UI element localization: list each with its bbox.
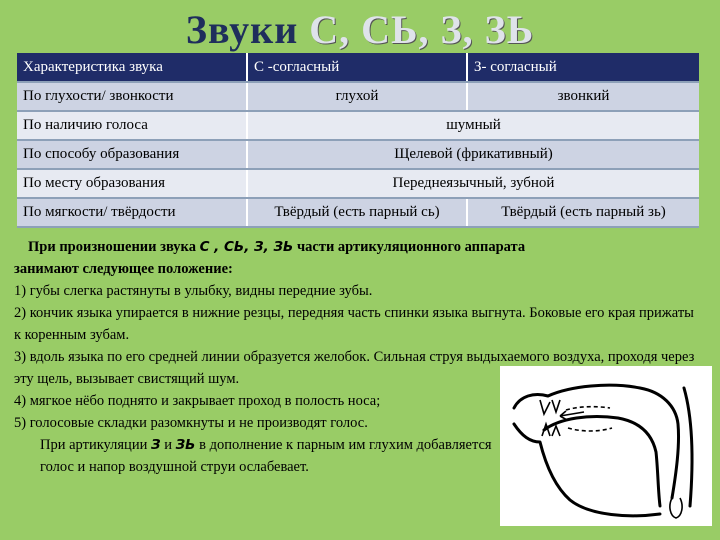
final-start: При артикуляции [40, 437, 148, 453]
row-label: По способу образования [17, 140, 247, 169]
row-label: По наличию голоса [17, 111, 247, 140]
table-row [17, 169, 699, 198]
header-z: З- согласный [467, 53, 699, 82]
cell-merged: Щелевой (фрикативный) [247, 140, 699, 169]
final-rest: в дополнение к парным им глухим добавляется голос и напор воздушной струи ослабевает. [40, 437, 492, 475]
cell-z: Твёрдый (есть парный зь) [467, 198, 699, 227]
final-and: и [164, 437, 172, 453]
cell-z: звонкий [467, 82, 699, 111]
final-zj: ЗЬ [175, 437, 196, 453]
header-s: С -согласный [247, 53, 467, 82]
page-title [0, 6, 720, 53]
intro-start: При произношении звука [28, 239, 196, 255]
final-z: З [150, 437, 161, 453]
articulation-profile-diagram [500, 366, 712, 526]
intro-sounds: С , СЬ, З, ЗЬ [199, 239, 294, 255]
list-item: 2) кончик языка упирается в нижние резцы, передняя часть спинки языка выгнута. Боковые его края прижаты к коренным зубам. [14, 305, 694, 343]
cell-merged: шумный [247, 111, 699, 140]
list-item: 1) губы слегка растянуты в улыбку, видны передние зубы. [14, 283, 373, 299]
title-letters: С, СЬ, З, ЗЬ [309, 7, 535, 52]
table-row [17, 140, 699, 169]
cell-s: Твёрдый (есть парный сь) [247, 198, 467, 227]
cell-merged: Переднеязычный, зубной [247, 169, 699, 198]
list-item: 4) мягкое нёбо поднято и закрывает проход в полость носа; [14, 393, 381, 409]
list-item: 5) голосовые складки разомкнуты и не производят голос. [14, 415, 368, 431]
sound-characteristics-table [17, 53, 699, 228]
row-label: По месту образования [17, 169, 247, 198]
title-word: Звуки [185, 7, 299, 52]
header-characteristic: Характеристика звука [17, 53, 247, 82]
row-label: По мягкости/ твёрдости [17, 198, 247, 227]
table-row [17, 198, 699, 227]
cell-s: глухой [247, 82, 467, 111]
table-row [17, 111, 699, 140]
table-row [17, 82, 699, 111]
articulation-profile-icon [500, 366, 712, 526]
row-label: По глухости/ звонкости [17, 82, 247, 111]
intro-line2: занимают следующее положение: [14, 261, 233, 277]
final-paragraph [14, 434, 520, 478]
list-item: 3) вдоль языка по его средней линии образуется желобок. Сильная струя выдыхаемого воздуха, проходя через эту щель, вызывает свистящий шум. [14, 349, 695, 387]
intro-end: части артикуляционного аппарата [296, 239, 526, 255]
table-header-row [17, 53, 699, 82]
